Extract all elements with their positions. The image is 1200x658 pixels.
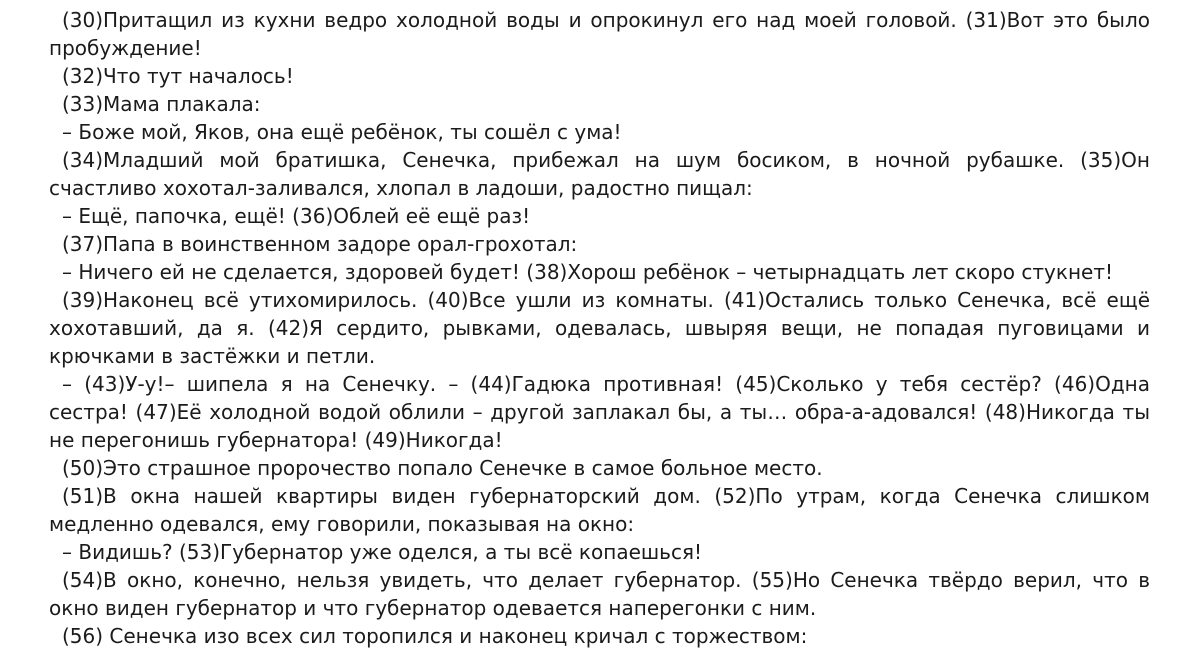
document-text bbox=[49, 6, 1150, 650]
paragraph-54: (54)В окно, конечно, нельзя увидеть, что делает губернатор. (55)Но Сенечка твёрдо верил, что в окно виден губернатор и что губернатор одевается наперегонки с ним. bbox=[49, 568, 1150, 620]
paragraph-34: (34)Младший мой братишка, Сенечка, прибежал на шум босиком, в ночной рубашке. (35)Он счастливо хохотал-заливался, хлопал в ладоши, радостно пищал: bbox=[49, 148, 1150, 200]
paragraph-dialogue-senechka: – Ещё, папочка, ещё! (36)Облей её ещё раз! bbox=[62, 204, 531, 228]
paragraph-dialogue-papa: – Ничего ей не сделается, здоровей будет! (38)Хорош ребёнок – четырнадцать лет скоро стукнет! bbox=[62, 260, 1114, 284]
paragraph-43: – (43)У-у!– шипела я на Сенечку. – (44)Гадюка противная! (45)Сколько у тебя сестёр? (46)Одна сестра! (47)Её холодной водой облили – другой заплакал бы, а ты… обра-а-адовался! (48)Никогда ты не перегонишь губернатора! (49)Никогда! bbox=[49, 372, 1150, 452]
paragraph-50: (50)Это страшное пророчество попало Сенечке в самое больное место. bbox=[62, 456, 823, 480]
paragraph-32: (32)Что тут началось! bbox=[62, 64, 294, 88]
paragraph-37: (37)Папа в воинственном задоре орал-грохотал: bbox=[62, 232, 578, 256]
paragraph-33: (33)Мама плакала: bbox=[62, 92, 261, 116]
paragraph-56: (56) Сенечка изо всех сил торопился и наконец кричал с торжеством: bbox=[62, 624, 808, 648]
paragraph-dialogue-mama: – Боже мой, Яков, она ещё ребёнок, ты сошёл с ума! bbox=[62, 120, 622, 144]
paragraph-30: (30)Притащил из кухни ведро холодной воды и опрокинул его над моей головой. (31)Вот это было пробуждение! bbox=[49, 8, 1150, 60]
paragraph-39: (39)Наконец всё утихомирилось. (40)Все ушли из комнаты. (41)Остались только Сенечка, всё ещё хохотавший, да я. (42)Я сердито, рывками, одевалась, швыряя вещи, не попадая пуговицами и крючками в застёжки и петли. bbox=[49, 288, 1150, 368]
paragraph-dialogue-53: – Видишь? (53)Губернатор уже оделся, а ты всё копаешься! bbox=[62, 540, 703, 564]
paragraph-51: (51)В окна нашей квартиры виден губернаторский дом. (52)По утрам, когда Сенечка слишком медленно одевался, ему говорили, показывая на окно: bbox=[49, 484, 1150, 536]
